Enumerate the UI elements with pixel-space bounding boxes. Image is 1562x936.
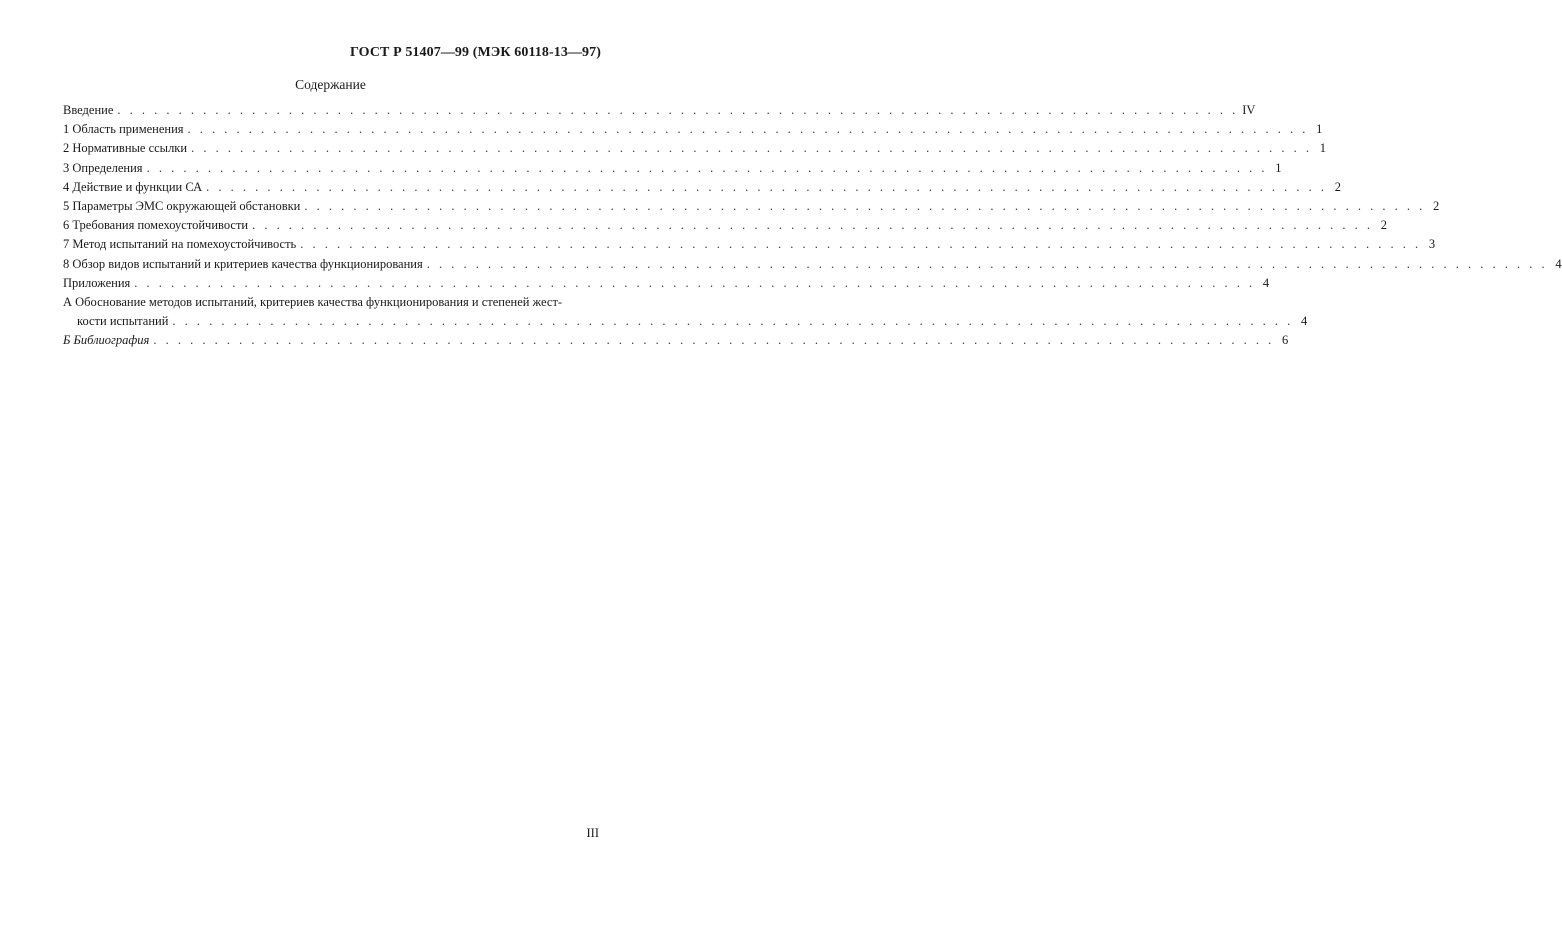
toc-leader-dots: . . . . . . . . . . . . . . . . . . . . . . . . . . . . . . . . . . . . . . . . . . . . . . . . . . . . . . . . . . . . . . . . . . . . . . . . . . . . . . . . . . . . . . . . . . . . <box>134 275 1256 290</box>
toc-entry-page: 1 <box>1275 160 1282 175</box>
toc-leader-dots: . . . . . . . . . . . . . . . . . . . . . . . . . . . . . . . . . . . . . . . . . . . . . . . . . . . . . . . . . . . . . . . . . . . . . . . . . . . . . . . . . . . . . . . . . . . . <box>206 179 1327 194</box>
toc-entry-label: Приложения <box>63 275 131 290</box>
toc-leader-dots: . . . . . . . . . . . . . . . . . . . . . . . . . . . . . . . . . . . . . . . . . . . . . . . . . . . . . . . . . . . . . . . . . . . . . . . . . . . . . . . . . . . . . . . . . . . . <box>117 103 1239 117</box>
document-header: ГОСТ Р 51407—99 (МЭК 60118-13—97) <box>350 45 601 60</box>
toc-entry-annexes[interactable] <box>63 274 1270 293</box>
toc-entry-label: Введение <box>63 103 114 117</box>
toc-leader-dots: . . . . . . . . . . . . . . . . . . . . . . . . . . . . . . . . . . . . . . . . . . . . . . . . . . . . . . . . . . . . . . . . . . . . . . . . . . . . . . . . . . . . . . . . . . . . <box>300 237 1422 252</box>
toc-leader-dots: . . . . . . . . . . . . . . . . . . . . . . . . . . . . . . . . . . . . . . . . . . . . . . . . . . . . . . . . . . . . . . . . . . . . . . . . . . . . . . . . . . . . . . . . . . . . <box>426 256 1548 271</box>
toc-entry-label: А Обоснование методов испытаний, критериев качества функционирования и степеней жест- <box>63 294 563 309</box>
toc-leader-dots: . . . . . . . . . . . . . . . . . . . . . . . . . . . . . . . . . . . . . . . . . . . . . . . . . . . . . . . . . . . . . . . . . . . . . . . . . . . . . . . . . . . . . . . . . . . . <box>153 333 1275 348</box>
toc-entry-page: 2 <box>1432 198 1440 213</box>
toc-entry-annex-b-bibliography[interactable] <box>63 331 1289 350</box>
toc-entry-page: 2 <box>1380 218 1387 233</box>
toc-entry-immunity-requirements[interactable] <box>63 216 1387 235</box>
toc-entry-page: 4 <box>1301 314 1308 329</box>
toc-entry-page: IV <box>1242 103 1256 117</box>
toc-entry-page: 3 <box>1428 237 1436 252</box>
table-of-contents <box>63 101 1562 350</box>
toc-entry-scope[interactable] <box>63 120 1323 139</box>
toc-entry-normative-references[interactable] <box>63 139 1326 158</box>
toc-entry-page: 2 <box>1334 179 1341 194</box>
toc-entry-label: Б Библиография <box>63 333 150 348</box>
toc-entry-definitions[interactable] <box>63 159 1282 178</box>
toc-entry-page: 4 <box>1555 256 1562 271</box>
page-number: III <box>586 826 599 840</box>
toc-entry-operation[interactable] <box>63 178 1341 197</box>
toc-entry-label: кости испытаний <box>77 314 169 329</box>
toc-leader-dots: . . . . . . . . . . . . . . . . . . . . . . . . . . . . . . . . . . . . . . . . . . . . . . . . . . . . . . . . . . . . . . . . . . . . . . . . . . . . . . . . . . . . . . . . . . . . <box>304 198 1426 213</box>
toc-entry-test-method[interactable] <box>63 235 1436 254</box>
toc-leader-dots: . . . . . . . . . . . . . . . . . . . . . . . . . . . . . . . . . . . . . . . . . . . . . . . . . . . . . . . . . . . . . . . . . . . . . . . . . . . . . . . . . . . . . . . . . . . . <box>252 218 1373 233</box>
toc-entry-label: 2 Нормативные ссылки <box>63 141 188 156</box>
toc-entry-page: 6 <box>1281 333 1289 348</box>
toc-entry-test-overview[interactable] <box>63 255 1562 274</box>
toc-leader-dots: . . . . . . . . . . . . . . . . . . . . . . . . . . . . . . . . . . . . . . . . . . . . . . . . . . . . . . . . . . . . . . . . . . . . . . . . . . . . . . . . . . . . . . . . . . . . <box>146 160 1268 175</box>
toc-entry-label: 1 Область применения <box>63 122 184 137</box>
toc-entry-label: 3 Определения <box>63 160 143 175</box>
toc-entry-label: 5 Параметры ЭМС окружающей обстановки <box>63 198 301 213</box>
toc-entry-introduction[interactable] <box>63 101 1256 120</box>
toc-entry-label: 7 Метод испытаний на помехоустойчивость <box>63 237 297 252</box>
toc-entry-page: 4 <box>1262 275 1270 290</box>
toc-entry-page: 1 <box>1316 122 1323 137</box>
toc-entry-annex-a[interactable] <box>63 293 601 312</box>
toc-leader-dots: . . . . . . . . . . . . . . . . . . . . . . . . . . . . . . . . . . . . . . . . . . . . . . . . . . . . . . . . . . . . . . . . . . . . . . . . . . . . . . . . . . . . . . . . . . . . <box>172 314 1294 329</box>
toc-entry-label: 6 Требования помехоустойчивости <box>63 218 249 233</box>
toc-entry-page: 1 <box>1319 141 1326 156</box>
toc-title: Содержание <box>295 77 366 92</box>
toc-leader-dots: . . . . . . . . . . . . . . . . . . . . . . . . . . . . . . . . . . . . . . . . . . . . . . . . . . . . . . . . . . . . . . . . . . . . . . . . . . . . . . . . . . . . . . . . . . . . <box>187 122 1309 137</box>
toc-entry-label: 8 Обзор видов испытаний и критериев качества функционирования <box>63 256 423 271</box>
toc-entry-label: 4 Действие и функции СА <box>63 179 203 194</box>
toc-leader-dots: . . . . . . . . . . . . . . . . . . . . . . . . . . . . . . . . . . . . . . . . . . . . . . . . . . . . . . . . . . . . . . . . . . . . . . . . . . . . . . . . . . . . . . . . . . . . <box>191 141 1312 156</box>
toc-entry-annex-a-continued[interactable] <box>63 312 1308 331</box>
toc-entry-emc-parameters[interactable] <box>63 197 1440 216</box>
